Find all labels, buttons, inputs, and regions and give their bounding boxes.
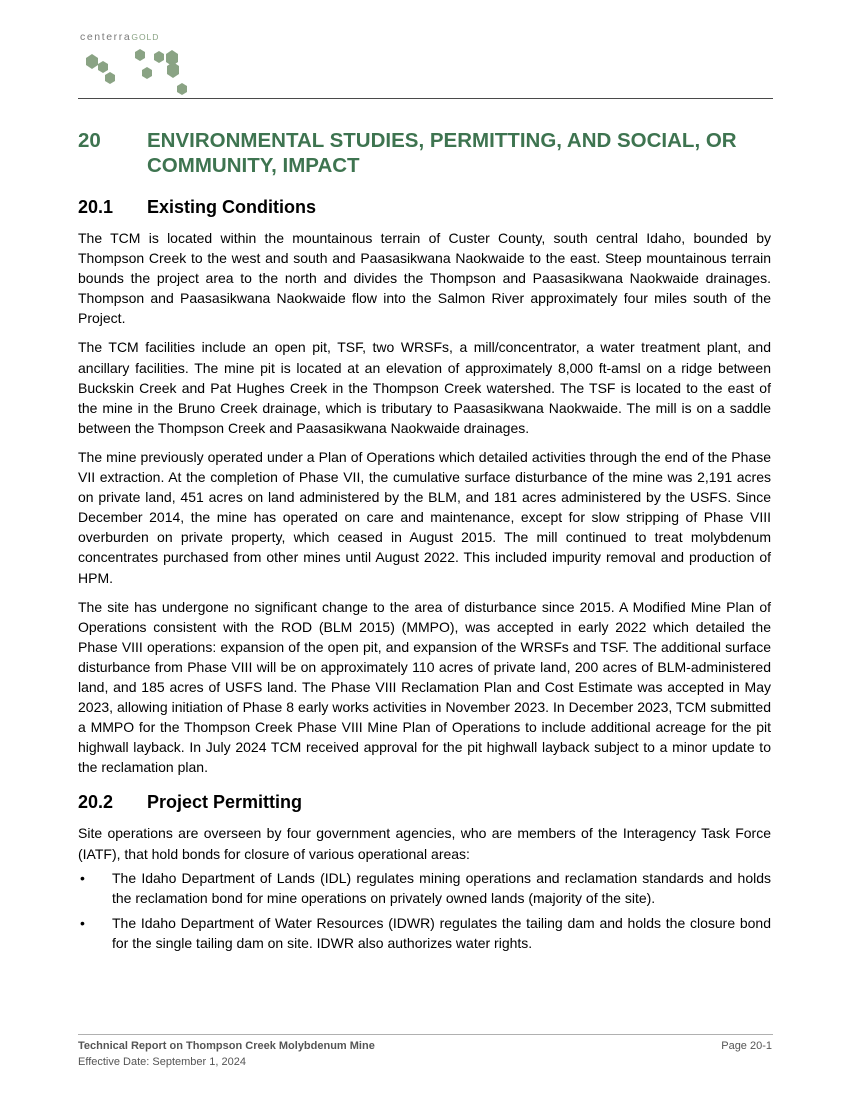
page-header xyxy=(78,28,773,100)
logo-main-text: centerra xyxy=(80,31,132,43)
header-divider xyxy=(78,98,773,99)
list-item-text: The Idaho Department of Lands (IDL) regulates mining operations and reclamation standards and holds the reclamation bond for mine operations on privately owned lands (majority of the site). xyxy=(112,869,771,906)
page-content xyxy=(78,128,771,958)
subsection-number: 20.2 xyxy=(78,792,114,813)
footer-divider xyxy=(78,1034,773,1035)
body-paragraph: Site operations are overseen by four government agencies, who are members of the Interagency Task Force (IATF), that hold bonds for closure of various operational areas: xyxy=(78,825,771,862)
bullet-icon: • xyxy=(80,869,85,886)
subsection-title: Project Permitting xyxy=(147,792,303,813)
agency-bullet-list xyxy=(78,868,771,953)
subsection-heading-existing-conditions xyxy=(78,196,771,218)
footer-page-number: Page 20-1 xyxy=(721,1040,772,1052)
list-item xyxy=(78,913,771,953)
subsection-heading-project-permitting xyxy=(78,791,771,813)
subsection-number: 20.1 xyxy=(78,197,114,217)
body-paragraph: The TCM is located within the mountainous terrain of Custer County, south central Idaho, bounded by Thompson Creek to the west and south and Paasasikwana Naokwaide to the east. Steep mountainous terrain bounds the project area to the north and divides the Thompson and Paasasikwana Naokwaide drainages. Thompson and Paasasikwana Naokwaide flow into the Salmon River approximately four miles south of the Project. xyxy=(78,230,771,327)
hexagon-logo-icon xyxy=(78,42,198,102)
list-item xyxy=(78,868,771,908)
list-item-text: The Idaho Department of Water Resources (IDWR) regulates the tailing dam and holds the closure bond for the single tailing dam on site. IDWR also authorizes water rights. xyxy=(112,914,771,951)
subsection-title: Existing Conditions xyxy=(147,197,316,217)
body-paragraph: The site has undergone no significant change to the area of disturbance since 2015. A Modified Mine Plan of Operations consistent with the ROD (BLM 2015) (MMPO), was accepted in early 2022 which detailed the Phase VIII operations: expansion of the open pit, and expansion of the WRSFs and TSF. The additional surface disturbance from Phase VIII will be on approximately 110 acres of private land, 200 acres of BLM-administered land, and 185 acres of USFS land. The Phase VIII Reclamation Plan and Cost Estimate was accepted in May 2023, allowing initiation of Phase 8 early works activities in November 2023. In December 2023, TCM submitted a MMPO for the Thompson Creek Phase VIII Mine Plan of Operations to include additional acreage for the pit highwall layback. In July 2024 TCM received approval for the pit highwall layback subject to a minor update to the reclamation plan. xyxy=(78,598,771,776)
footer-effective-date: Effective Date: September 1, 2024 xyxy=(78,1056,246,1068)
footer-report-title: Technical Report on Thompson Creek Molybdenum Mine xyxy=(78,1040,375,1052)
section-title: ENVIRONMENTAL STUDIES, PERMITTING, AND SOCIAL, OR COMMUNITY, IMPACT xyxy=(147,129,737,177)
section-heading xyxy=(78,128,771,178)
bullet-icon: • xyxy=(80,914,85,931)
section-number: 20 xyxy=(78,129,101,152)
logo-suffix-text: GOLD xyxy=(131,32,160,42)
body-paragraph: The mine previously operated under a Plan of Operations which detailed activities through the end of the Phase VII extraction. At the completion of Phase VII, the cumulative surface disturbance of the mine was 2,191 acres on private land, 451 acres on land administered by the BLM, and 181 acres administered by the USFS. Since December 2014, the mine has operated on care and maintenance, except for slow stripping of Phase VIII overburden on private property, which ceased in August 2015. The mill continued to treat molybdenum concentrates purchased from other mines until August 2022. This included impurity removal and production of HPM. xyxy=(78,448,771,586)
body-paragraph: The TCM facilities include an open pit, TSF, two WRSFs, a mill/concentrator, a water treatment plant, and ancillary facilities. The mine pit is located at an elevation of approximately 8,000 ft-amsl on a ridge between Buckskin Creek and Pat Hughes Creek in the Thompson Creek watershed. The TSF is located to the east of the mine in the Bruno Creek drainage, which is tributary to Paasasikwana Naokwaide. The mill is on a saddle between the Thompson Creek and Paasasikwana Naokwaide drainages. xyxy=(78,339,771,436)
